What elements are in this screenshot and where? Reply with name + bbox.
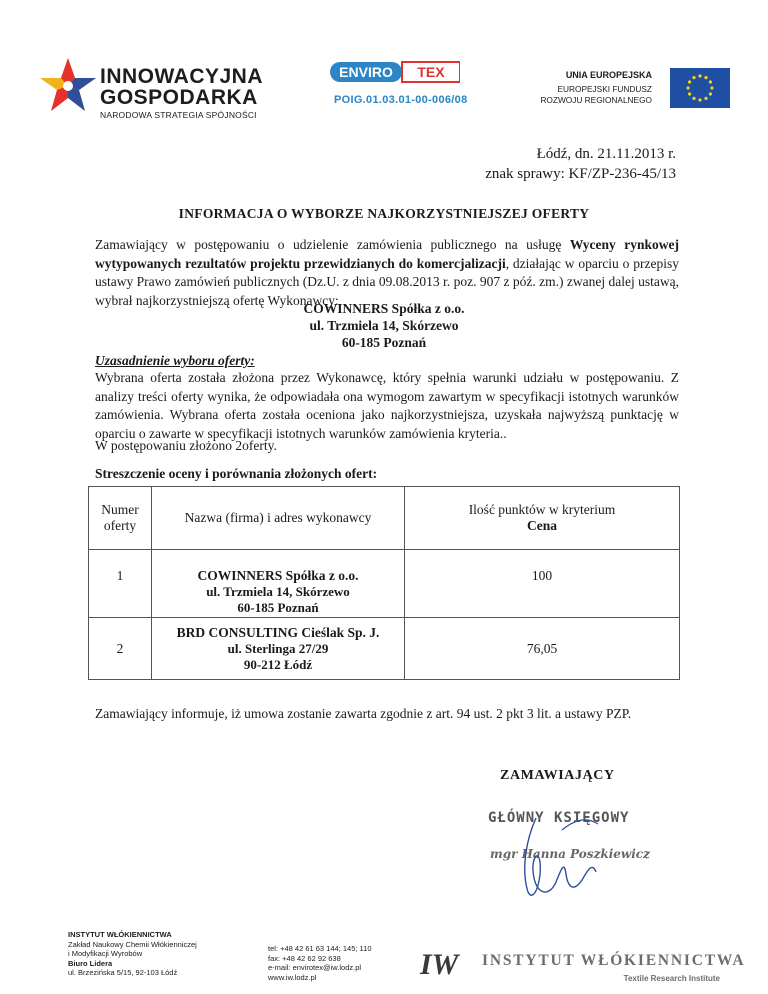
intro-paragraph	[95, 236, 679, 310]
table-row	[89, 550, 680, 618]
winner-block	[0, 300, 768, 351]
footer-www[interactable]: www.iw.lodz.pl	[268, 972, 317, 982]
offer-firm	[152, 618, 405, 680]
document-date: Łódź, dn. 21.11.2013 r.	[536, 146, 676, 162]
justification-heading: Uzasadnienie wyboru oferty:	[95, 353, 255, 368]
winner-street: ul. Trzmiela 14, Skórzewo	[309, 318, 459, 333]
eu-logo-line3: ROZWOJU REGIONALNEGO	[540, 95, 652, 105]
closing-line: Zamawiający informuje, iż umowa zostanie zawarta zgodnie z art. 94 ust. 2 pkt 3 lit. a ustawy PZP.	[95, 706, 632, 721]
reference-number: znak sprawy: KF/ZP-236-45/13	[485, 166, 676, 182]
signature-stamp	[466, 800, 666, 910]
envirotex-right-text: TEX	[417, 64, 445, 80]
envirotex-wordmark	[330, 60, 460, 84]
eu-logo-line1: UNIA EUROPEJSKA	[565, 70, 652, 80]
intro-part2: , działając w oparciu o przepisy ustawy Prawo zamówień publicznych (Dz.U. z dnia 09.08.2013 r. poz. 907 z póź. zm.) zwanej dalej ustawą, wybrał najkorzystniejszą ofertę Wykonawcy:	[95, 255, 679, 308]
iw-logo	[420, 948, 746, 990]
offer-firm-street: ul. Trzmiela 14, Skórzewo	[206, 584, 350, 599]
eu-logo	[530, 66, 730, 116]
envirotex-logo	[330, 60, 468, 120]
iw-logo-sub: Textile Research Institute	[623, 974, 720, 983]
footer-address: ul. Brzezińska 5/15, 92-103 Łódź	[68, 968, 178, 977]
footer-contact-block	[268, 944, 372, 982]
header-number	[89, 487, 152, 550]
summary-heading: Streszczenie oceny i porównania złożonych ofert:	[95, 466, 378, 481]
project-code: POIG.01.03.01-00-006/08	[334, 94, 468, 106]
iw-logo-mark: IW	[420, 948, 459, 981]
footer-dept-line2: i Modyfikacji Wyrobów	[68, 949, 143, 958]
innowacyjna-gospodarka-logo	[38, 56, 268, 126]
winner-city: 60-185 Poznań	[341, 335, 427, 350]
header-firm: Nazwa (firma) i adres wykonawcy	[152, 487, 405, 550]
eu-flag-icon	[670, 68, 730, 108]
offers-table	[88, 486, 680, 680]
buyer-label: ZAMAWIAJĄCY	[500, 768, 615, 783]
offer-firm	[152, 550, 405, 618]
offer-firm-street: ul. Sterlinga 27/29	[227, 640, 329, 656]
offer-firm-name: COWINNERS Spółka z o.o.	[197, 568, 359, 583]
envirotex-left-text: ENVIRO	[339, 64, 393, 80]
offer-firm-city: 60-185 Poznań	[237, 600, 319, 615]
footer-fax: fax: +48 42 62 92 638	[268, 953, 341, 963]
offers-count: W postępowaniu złożono 2oferty.	[95, 438, 277, 453]
ig-logo-line1: INNOWACYJNA	[100, 65, 264, 88]
footer-email[interactable]: e-mail: envirotex@iw.lodz.pl	[268, 963, 362, 972]
justification-text: Wybrana oferta została złożona przez Wykonawcę, który spełnia warunki udziału w postępowaniu. Z analizy treści oferty wynika, że odpowiadała ona wymogom zawartym w specyfikacji istotnych warunków zamówienia. Wybrana oferta została oceniona jako najkorzystniejsza, uzyskała najwyższą punktację w oparciu o zawarte w specyfikacji istotnych warunków zamówienia kryteria..	[95, 370, 679, 441]
offer-firm-city: 90-212 Łódź	[243, 656, 313, 672]
offer-firm-name: BRD CONSULTING Cieślak Sp. J.	[176, 624, 380, 640]
footer-institute-name: INSTYTUT WŁÓKIENNICTWA	[68, 930, 172, 939]
eu-logo-line2: EUROPEJSKI FUNDUSZ	[557, 84, 652, 94]
iw-logo-name: INSTYTUT WŁÓKIENNICTWA	[482, 952, 746, 969]
table-row	[89, 618, 680, 680]
header-points-line1: Ilość punktów w kryterium	[468, 502, 616, 517]
table-header-row	[89, 487, 680, 550]
header-number-line1: Numer	[101, 502, 139, 517]
footer-dept-line1: Zakład Naukowy Chemii Włókienniczej	[68, 939, 197, 949]
header-number-line2: oferty	[103, 518, 137, 533]
stamp-line1: GŁÓWNY KSIĘGOWY	[488, 810, 630, 826]
offer-number: 2	[89, 618, 152, 680]
intro-service-name: Wyceny rynkowej wytypowanych rezultatów projektu przewidzianych do komercjalizacji	[95, 237, 679, 271]
ig-logo-line2: GOSPODARKA	[100, 86, 258, 109]
ig-logo-line3: NARODOWA STRATEGIA SPÓJNOŚCI	[100, 110, 257, 120]
header-points	[405, 487, 680, 550]
winner-name: COWINNERS Spółka z o.o.	[303, 301, 465, 316]
offer-points: 76,05	[405, 618, 680, 680]
offer-number: 1	[89, 550, 152, 618]
footer-office: Biuro Lidera	[68, 958, 113, 968]
document-title: INFORMACJA O WYBORZE NAJKORZYSTNIEJSZEJ OFERTY	[178, 206, 590, 221]
header-points-line2: Cena	[527, 518, 557, 533]
footer-institute-block	[68, 930, 197, 978]
offer-points: 100	[405, 550, 680, 618]
star-logo-icon	[38, 56, 98, 116]
footer-tel: tel: +48 42 61 63 144; 145; 110	[268, 944, 372, 953]
stamp-line2: mgr Hanna Poszkiewicz	[490, 847, 650, 861]
intro-part1: Zamawiający w postępowaniu o udzielenie zamówienia publicznego na usługę	[95, 237, 570, 252]
